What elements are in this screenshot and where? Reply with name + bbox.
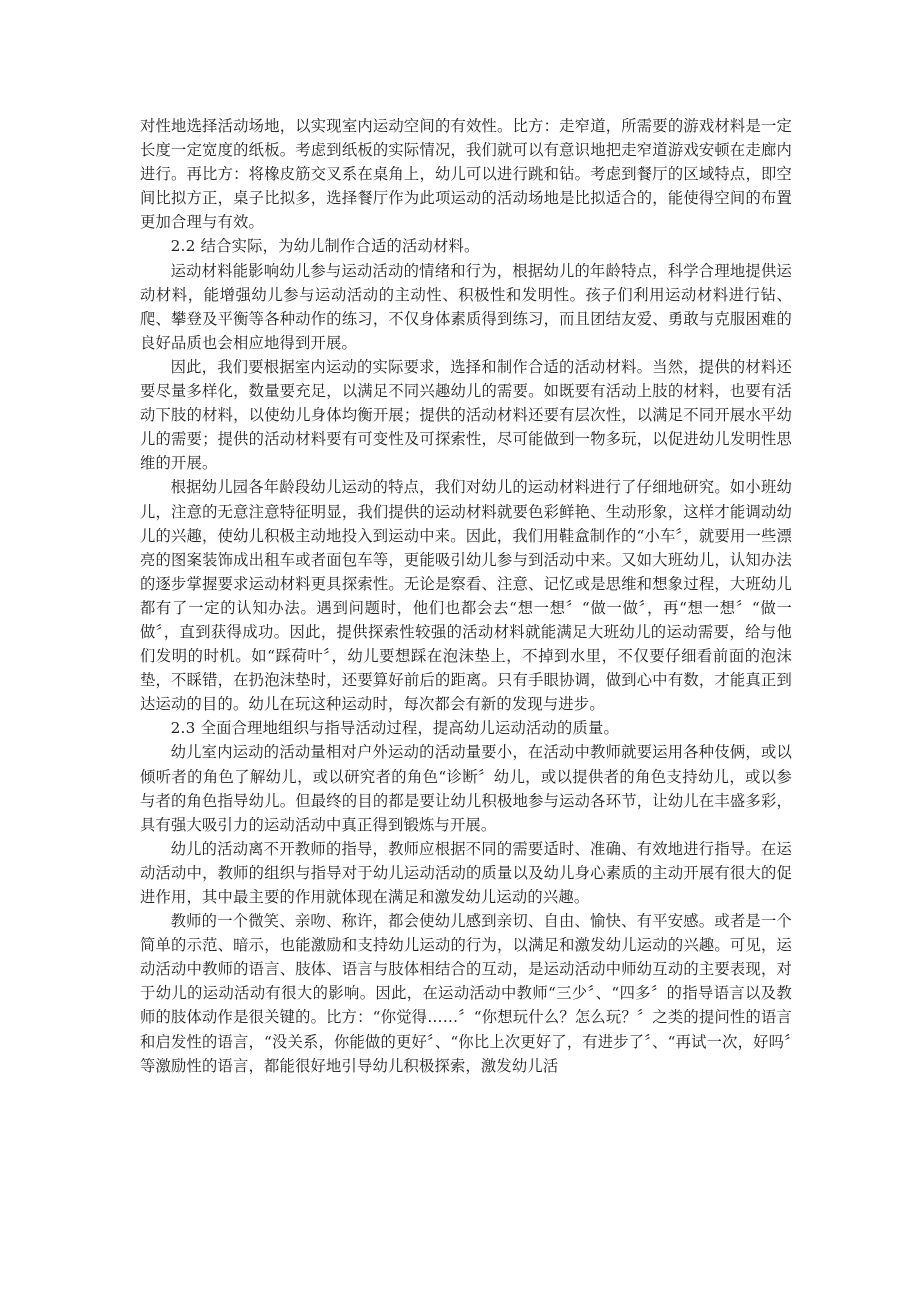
paragraph: 因此，我们要根据室内运动的实际要求，选择和制作合适的活动材料。当然，提供的材料还要尽量多样化，数量要充足，以满足不同兴趣幼儿的需要。如既要有活动上肢的材料，也要有活动下肢的材料，以使幼儿身体均衡开展；提供的活动材料还要有层次性，以满足不同开展水平幼儿的需要；提供的活动材料要有可变性及可探索性，尽可能做到一物多玩，以促进幼儿发明性思维的开展。 (140, 357, 792, 473)
document-body (140, 114, 792, 1078)
paragraph: 运动材料能影响幼儿参与运动活动的情绪和行为，根据幼儿的年龄特点，科学合理地提供运动材料，能增强幼儿参与运动活动的主动性、积极性和发明性。孩子们利用运动材料进行钻、爬、攀登及平衡等各种动作的练习，不仅身体素质得到练习，而且团结友爱、勇敢与克服困难的良好品质也会相应地得到开展。 (140, 261, 792, 352)
section-heading-2-2: 2.2 结合实际，为幼儿制作合适的活动材料。 (170, 237, 480, 256)
paragraph-continuation: 对性地选择活动场地，以实现室内运动空间的有效性。比方：走窄道，所需要的游戏材料是一定长度一定宽度的纸板。考虑到纸板的实际情况，我们就可以有意识地把走窄道游戏安顿在走廊内进行。再比方：将橡皮筋交叉系在桌角上，幼儿可以进行跳和钻。考虑到餐厅的区域特点，即空间比拟方正，桌子比拟多，选择餐厅作为此项运动的活动场地是比拟适合的，能使得空间的布置更加合理与有效。 (140, 117, 792, 232)
paragraph: 幼儿室内运动的活动量相对户外运动的活动量要小，在活动中教师就要运用各种伎俩，或以倾听者的角色了解幼儿，或以研究者的角色“诊断〞幼儿，或以提供者的角色支持幼儿，或以参与者的角色指导幼儿。但最终的目的都是要让幼儿积极地参与运动各环节，让幼儿在丰盛多彩，具有强大吸引力的运动活动中真正得到锻炼与开展。 (140, 743, 792, 834)
paragraph: 教师的一个微笑、亲吻、称许，都会使幼儿感到亲切、自由、愉快、有平安感。或者是一个简单的示范、暗示，也能激励和支持幼儿运动的行为，以满足和激发幼儿运动的兴趣。可见，运动活动中教师的语言、肢体、语言与肢体相结合的互动，是运动活动中师幼互动的主要表现，对于幼儿的运动活动有很大的影响。因此，在运动活动中教师“三少〞、“四多〞的指导语言以及教师的肢体动作是很关键的。比方：“你觉得……〞“你想玩什么？怎么玩？〞之类的提问性的语言和启发性的语言，“没关系，你能做的更好〞、“你比上次更好了，有进步了〞、“再试一次，好吗〞等激励性的语言，都能很好地引导幼儿积极探索，激发幼儿活 (140, 912, 792, 1075)
paragraph: 根据幼儿园各年龄段幼儿运动的特点，我们对幼儿的运动材料进行了仔细地研究。如小班幼儿，注意的无意注意特征明显，我们提供的运动材料就要色彩鲜艳、生动形象，这样才能调动幼儿的兴趣，使幼儿积极主动地投入到运动中来。因此，我们用鞋盒制作的“小车〞，就要用一些漂亮的图案装饰成出租车或者面包车等，更能吸引幼儿参与到活动中来。又如大班幼儿，认知办法的逐步掌握要求运动材料更具探索性。无论是察看、注意、记忆或是思维和想象过程，大班幼儿都有了一定的认知办法。遇到问题时，他们也都会去“想一想〞“做一做〞，再“想一想〞“做一做〞，直到获得成功。因此，提供探索性较强的活动材料就能满足大班幼儿的运动需要，给与他们发明的时机。如“踩荷叶〞，幼儿要想踩在泡沫垫上，不掉到水里，不仅要仔细看前面的泡沫垫，不睬错，在扔泡沫垫时，还要算好前后的距离。只有手眼协调，做到心中有数，才能真正到达运动的目的。幼儿在玩这种运动时，每次都会有新的发现与进步。 (140, 478, 792, 714)
section-heading-2-3: 2.3 全面合理地组织与指导活动过程，提高幼儿运动活动的质量。 (170, 719, 620, 738)
paragraph: 幼儿的活动离不开教师的指导，教师应根据不同的需要适时、准确、有效地进行指导。在运动活动中，教师的组织与指导对于幼儿运动活动的质量以及幼儿身心素质的主动开展有很大的促进作用，其中最主要的作用就体现在满足和激发幼儿运动的兴趣。 (140, 839, 792, 906)
